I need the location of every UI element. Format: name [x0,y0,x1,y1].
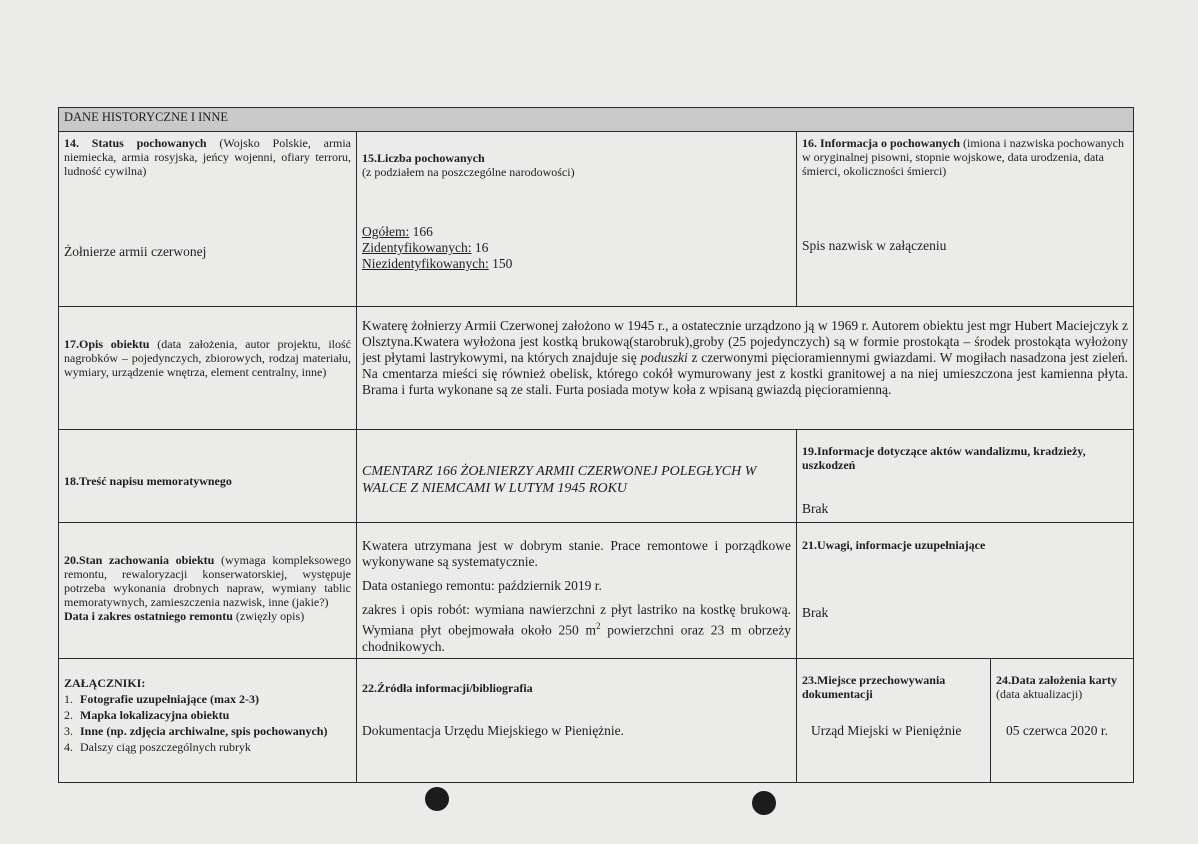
field-16-value: Spis nazwisk w załączeniu [802,238,947,253]
field-16-buried-info [796,131,1134,307]
field-18-label-cell: 18.Treść napisu memoratywnego [58,429,357,523]
attachments-list [64,692,351,754]
field-22-sources: 22.Źródła informacji/bibliografia Dokumentacja Urzędu Miejskiego w Pieniężnie. [356,658,797,783]
condition-para-2: Data ostaniego remontu: październik 2019 r. [362,578,602,593]
unidentified-row: Niezidentyfikowanych: 150 [362,256,513,271]
punch-hole-left [425,787,449,811]
field-20-label-cell: 20.Stan zachowania obiektu (wymaga kompleksowego remontu, rewaloryzacji konserwatorskiej, występuje potrzeba wykonania drobnych napraw, wymiany tablic memoratywnych, zamieszczenia nazwisk, inne (jakie?) Data i zakres ostatniego remontu (zwięzły opis) [58,522,357,659]
field-15-label: 15.Liczba pochowanych (z podziałem na poszczególne narodowości) [362,151,575,179]
section-header-text: DANE HISTORYCZNE I INNE [64,110,228,124]
section-header [58,107,1134,132]
field-14-status [58,131,357,307]
field-15-count [356,131,797,307]
field-24-value: 05 czerwca 2020 r. [1006,723,1108,738]
field-18-inscription: CMENTARZ 166 ŻOŁNIERZY ARMII CZERWONEJ POLEGŁYCH W WALCE Z NIEMCAMI W LUTYM 1945 ROKU [356,429,797,523]
historical-data-form [58,107,1134,783]
field-19-value: Brak [802,501,829,516]
field-21-value: Brak [802,605,829,620]
attachments-title: ZAŁĄCZNIKI: [64,676,146,690]
total-row: Ogółem: 166 [362,224,433,239]
field-20-condition [356,522,797,659]
field-17-label-cell: 17.Opis obiektu (data założenia, autor projektu, ilość nagrobków – pojedynczych, zbiorowych, rodzaj materiału, wymiary, urządzenie wnętrza, element centralny, inne) [58,306,357,430]
field-16-label: 16. Informacja o pochowanych (imiona i nazwiska pochowanych w oryginalnej pisowni, stopnie wojskowe, data urodzenia, data śmierci, okoliczności śmierci) [802,136,1124,178]
field-15-values [362,224,512,272]
field-19-vandalism: 19.Informacje dotyczące aktów wandalizmu, kradzieży, uszkodzeń Brak [796,429,1134,523]
field-14-label: 14. Status pochowanych (Wojsko Polskie, armia niemiecka, armia rosyjska, jeńcy wojenni, ofiary terroru, ludność cywilna) [64,136,351,178]
field-21-remarks: 21.Uwagi, informacje uzupełniające Brak [796,522,1134,659]
attachments-cell [58,658,357,783]
field-23-storage: 23.Miejsce przechowywania dokumentacji Urząd Miejski w Pieniężnie [796,658,991,783]
condition-para-3: zakres i opis robót: wymiana nawierzchni z płyt lastriko na kostkę brukową. Wymiana płyt obejmowała około 250 $m^2$ powierzchni oraz 23 m obrzeży chodnikowych. [362,602,791,654]
attachment-item: 2. Mapka lokalizacyjna obiektu [64,708,230,722]
field-14-value: Żołnierze armii czerwonej [64,244,207,259]
identified-row: Zidentyfikowanych: 16 [362,240,489,255]
attachment-item: 4. Dalszy ciąg poszczególnych rubryk [64,740,251,754]
punch-hole-right [752,791,776,815]
field-23-value: Urząd Miejski w Pieniężnie [811,723,962,738]
field-22-value: Dokumentacja Urzędu Miejskiego w Pieniężnie. [362,723,625,738]
attachment-item: 1. Fotografie uzupełniające (max 2-3) [64,692,259,706]
field-24-card-date: 24.Data założenia karty (data aktualizacji) 05 czerwca 2020 r. [990,658,1134,783]
field-17-description: Kwaterę żołnierzy Armii Czerwonej założono w 1945 r., a ostatecznie urządzono ją w 1969 r. Autorem obiektu jest mgr Hubert Maciejczyk z Olsztyna.Kwatera wyłożona jest kostką brukową(starobruk),groby (25 pojedynczych) są w formie prostokąta – środek prostokąta wyłożony jest płytami lastrykowymi, na których znajduje się poduszki z czerwonymi pięcioramiennymi gwiazdami. W mogiłach nasadzona jest zieleń. Na cmentarza mieści się również obelisk, którego cokół wymurowany jest z kostki granitowej a na niej umieszczona jest kamienna płyta. Brama i furta wykonane są ze stali. Furta posiada motyw koła z wpisaną gwiazdą pięcioramienną. [356,306,1134,430]
attachment-item: 3. Inne (np. zdjęcia archiwalne, spis pochowanych) [64,724,328,738]
condition-para-1: Kwatera utrzymana jest w dobrym stanie. Prace remontowe i porządkowe wykonywane są systematycznie. [362,538,791,569]
